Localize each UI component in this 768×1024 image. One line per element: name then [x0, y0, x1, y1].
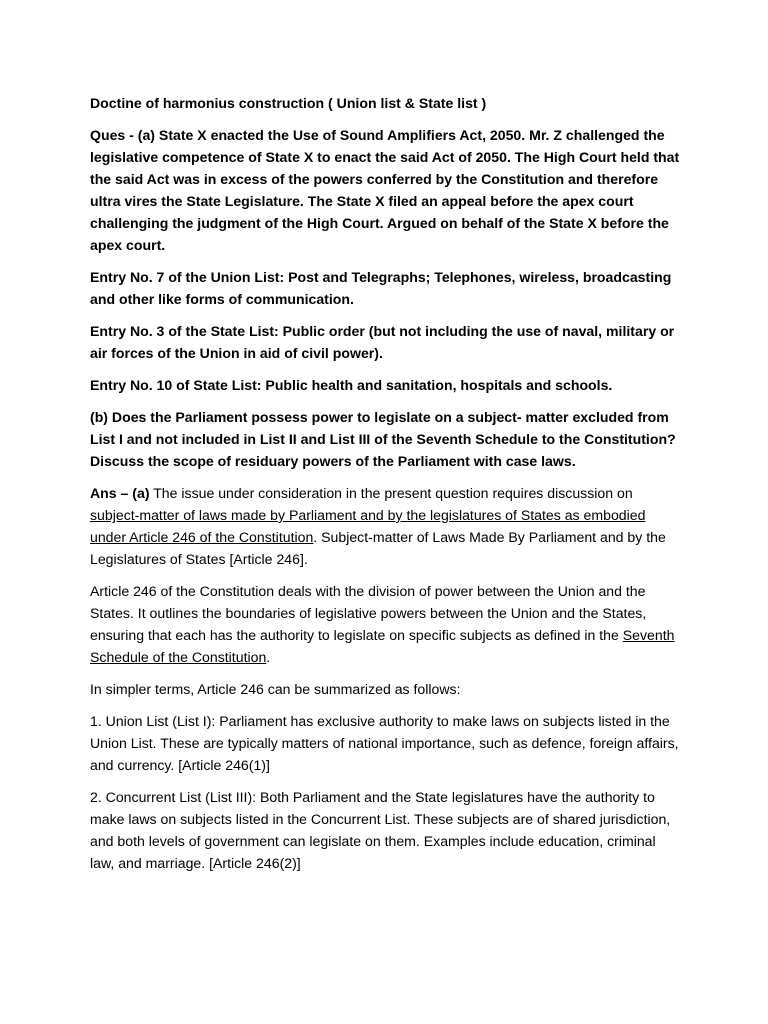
entry-union-list-7: Entry No. 7 of the Union List: Post and Telegraphs; Telephones, wireless, broadcasting and other like forms of communication. — [90, 269, 672, 307]
point-concurrent-list: 2. Concurrent List (List III): Both Parliament and the State legislatures have the authority to make laws on subjects listed in the Concurrent List. These subjects are of shared jurisdiction, and both levels of government can legislate on them. Examples include education, criminal law, and marriage. [Article 246(2)] — [90, 789, 671, 871]
article-246-paragraph — [90, 580, 680, 668]
question-a: Ques - (a) State X enacted the Use of Sound Amplifiers Act, 2050. Mr. Z challenged the legislative competence of State X to enact the said Act of 2050. The High Court held that the said Act was in excess of the powers conferred by the Constitution and therefore ultra vires the State Legislature. The State X filed an appeal before the apex court challenging the judgment of the High Court. Argued on behalf of the State X before the apex court. — [90, 127, 680, 253]
question-b: (b) Does the Parliament possess power to legislate on a subject- matter excluded from List I and not included in List II and List III of the Seventh Schedule to the Constitution? Discuss the scope of residuary powers of the Parliament with case laws. — [90, 409, 676, 469]
point-union-list: 1. Union List (List I): Parliament has exclusive authority to make laws on subjects listed in the Union List. These are typically matters of national importance, such as defence, foreign affairs, and currency. [Article 246(1)] — [90, 713, 679, 773]
article-246-text-2: . — [266, 649, 271, 665]
answer-text-1: The issue under consideration in the present question requires discussion on — [149, 485, 633, 501]
answer-paragraph — [90, 482, 680, 570]
seventh-schedule-link[interactable]: Seventh Schedule of the Constitution — [90, 627, 675, 665]
document-body — [90, 92, 680, 884]
document-title: Doctine of harmonius construction ( Union list & State list ) — [90, 95, 487, 111]
answer-label: Ans – (a) — [90, 485, 150, 501]
entry-state-list-3: Entry No. 3 of the State List: Public order (but not including the use of naval, military or air forces of the Union in aid of civil power). — [90, 323, 675, 361]
entry-state-list-10: Entry No. 10 of State List: Public health and sanitation, hospitals and schools. — [90, 377, 613, 393]
summary-intro: In simpler terms, Article 246 can be summarized as follows: — [90, 681, 461, 697]
article-246-text-1: Article 246 of the Constitution deals with the division of power between the Union and the States. It outlines the boundaries of legislative powers between the Union and the States, ensuring that each has the authority to legislate on specific subjects as defined in the — [90, 583, 647, 643]
answer-text-2: . Subject-matter of Laws Made By Parliament and by the Legislatures of States [Article 246]. — [90, 529, 666, 567]
article-246-link[interactable]: subject-matter of laws made by Parliament and by the legislatures of States as embodied under Article 246 of the Constitution — [90, 507, 646, 545]
